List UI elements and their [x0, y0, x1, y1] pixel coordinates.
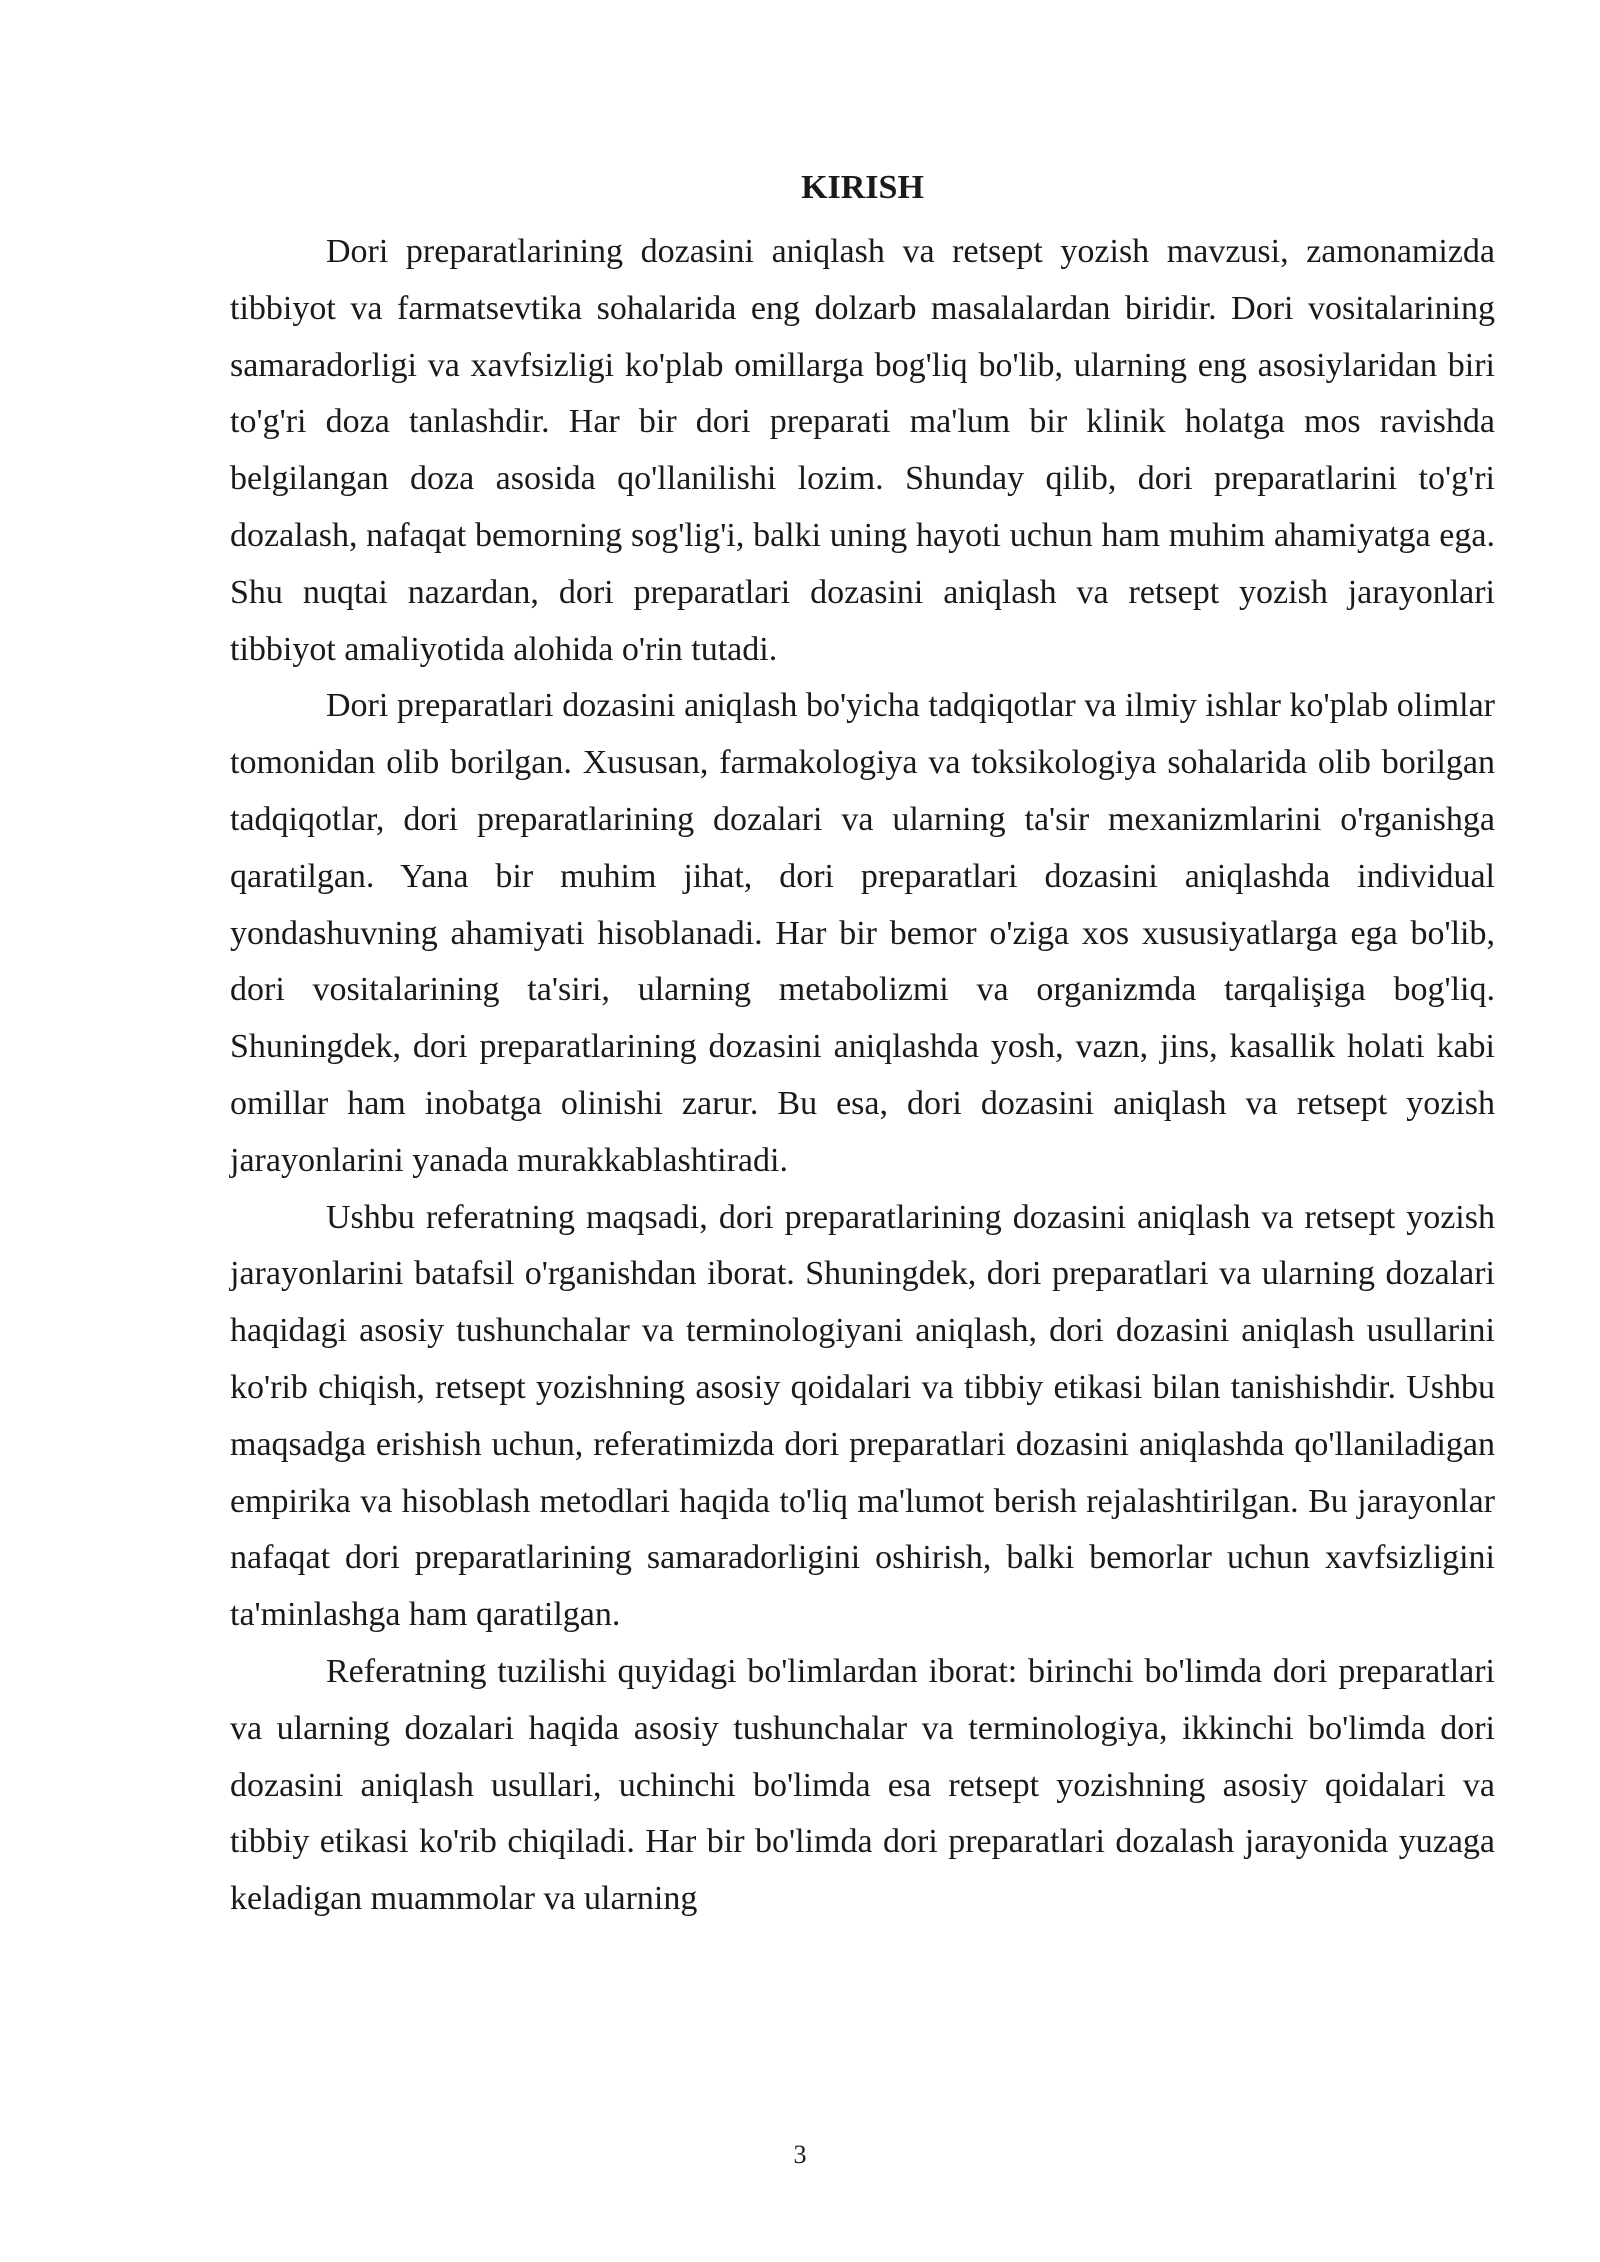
section-title: KIRISH — [801, 169, 924, 206]
document-page — [230, 160, 1495, 1928]
paragraph-goal: Ushbu referatning maqsadi, dori preparatlarining dozasini aniqlash va retsept yozish jarayonlarini batafsil o'rganishdan iborat. Shuningdek, dori preparatlari va ularning dozalari haqidagi asosiy tushunchalar va terminologiyani aniqlash, dori dozasini aniqlash usullarini ko'rib chiqish, retsept yozishning asosiy qoidalari va tibbiy etikasi bilan tanishishdir. Ushbu maqsadga erishish uchun, referatimizda dori preparatlari dozasini aniqlashda qo'llaniladigan empirika va hisoblash metodlari haqida to'liq ma'lumot berish rejalashtirilgan. Bu jarayonlar nafaqat dori preparatlarining samaradorligini oshirish, balki bemorlar uchun xavfsizligini ta'minlashga ham qaratilgan. — [230, 1198, 1495, 1634]
paragraph-research: Dori preparatlari dozasini aniqlash bo'yicha tadqiqotlar va ilmiy ishlar ko'plab olimlar tomonidan olib borilgan. Xususan, farmakologiya va toksikologiya sohalarida olib borilgan tadqiqotlar, dori preparatlarining dozalari va ularning ta'sir mexanizmlarini o'rganishga qaratilgan. Yana bir muhim jihat, dori preparatlari dozasini aniqlashda individual yondashuvning ahamiyati hisoblanadi. Har bir bemor o'ziga xos xususiyatlarga ega bo'lib, dori vositalarining ta'siri, ularning metabolizmi va organizmda tarqalişiga bog'liq. Shuningdek, dori preparatlarining dozasini aniqlashda yosh, vazn, jins, kasallik holati kabi omillar ham inobatga olinishi zarur. Bu esa, dori dozasini aniqlash va retsept yozish jarayonlarini yanada murakkablashtiradi. — [230, 687, 1495, 1179]
paragraph-structure: Referatning tuzilishi quyidagi bo'limlardan iborat: birinchi bo'limda dori preparatlari va ularning dozalari haqida asosiy tushunchalar va terminologiya, ikkinchi bo'limda dori dozasini aniqlash usullari, uchinchi bo'limda esa retsept yozishning asosiy qoidalari va tibbiy etikasi ko'rib chiqiladi. Har bir bo'limda dori preparatlari dozalash jarayonida yuzaga keladigan muammolar va ularning — [230, 1652, 1495, 1918]
paragraph-intro: Dori preparatlarining dozasini aniqlash va retsept yozish mavzusi, zamonamizda tibbiyot va farmatsevtika sohalarida eng dolzarb masalalardan biridir. Dori vositalarining samaradorligi va xavfsizligi ko'plab omillarga bog'liq bo'lib, ularning eng asosiylaridan biri to'g'ri doza tanlashdir. Har bir dori preparati ma'lum bir klinik holatga mos ravishda belgilangan doza asosida qo'llanilishi lozim. Shunday qilib, dori preparatlarini to'g'ri dozalash, nafaqat bemorning sog'lig'i, balki uning hayoti uchun ham muhim ahamiyatga ega. Shu nuqtai nazardan, dori preparatlari dozasini aniqlash va retsept yozish jarayonlari tibbiyot amaliyotida alohida o'rin tutadi. — [230, 233, 1495, 668]
page-number: 3 — [793, 2140, 807, 2169]
